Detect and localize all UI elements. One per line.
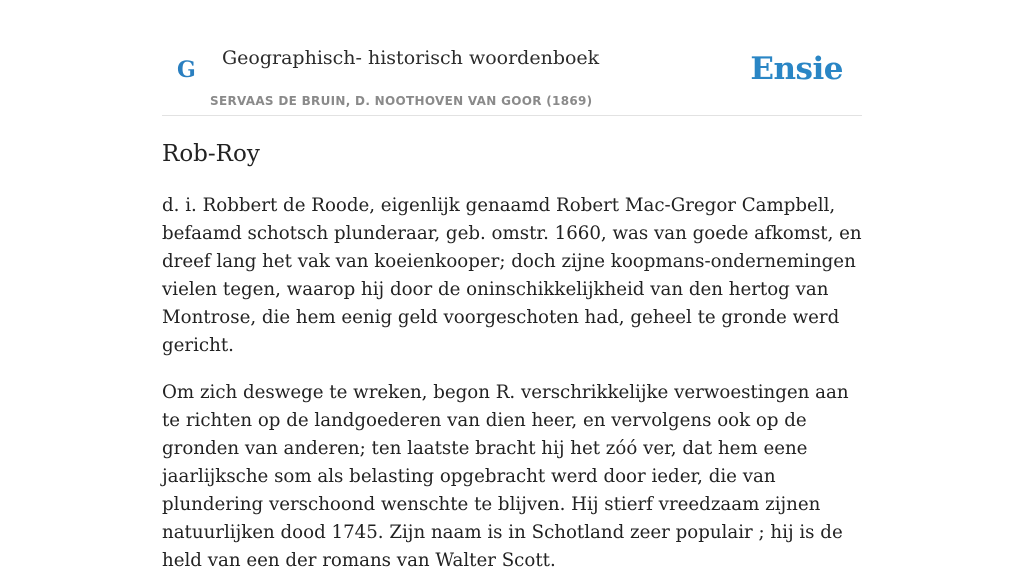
entry-paragraph-2: Om zich deswege te wreken, begon R. verschrikkelijke verwoestingen aan te richten op de landgoederen van dien heer, en vervolgens ook op de gronden van anderen; ten laatste bracht hij het zóó ver, dat hem eene jaarlijksche som als belasting opgebracht werd door ieder, die van plundering verschoond wenschte te blijven. Hij stierf vreedzaam zijnen natuurlijken dood 1745. Zijn naam is in Schotland zeer populair ; hij is de held van een der romans van Walter Scott. (162, 382, 849, 571)
brand-logo[interactable]: Ensie (750, 51, 843, 87)
book-title-link[interactable]: Geographisch- historisch woordenboek (222, 47, 600, 69)
book-logo-icon[interactable]: G (177, 57, 196, 83)
header (162, 0, 862, 116)
entry-content (162, 137, 862, 575)
book-authors: SERVAAS DE BRUIN, D. NOOTHOVEN VAN GOOR (1869) (210, 94, 593, 108)
entry-paragraph-1: d. i. Robbert de Roode, eigenlijk genaamd Robert Mac-Gregor Campbell, befaamd schotsch plunderaar, geb. omstr. 1660, was van goede afkomst, en dreef lang het vak van koeienkooper; doch zijne koopmans-ondernemingen vielen tegen, waarop hij door de oninschikkelijkheid van den hertog van Montrose, die hem eenig geld voorgeschoten had, geheel te gronde werd gericht. (162, 195, 862, 356)
entry-title: Rob-Roy (162, 141, 260, 167)
